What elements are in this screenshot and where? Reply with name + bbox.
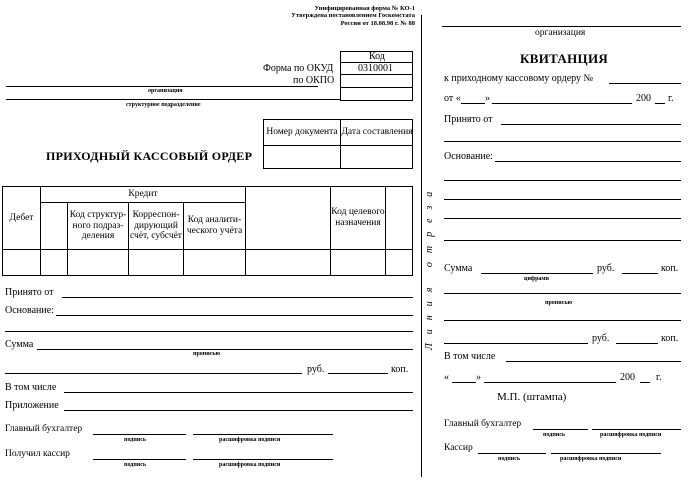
receipt-month-field[interactable]: [492, 103, 632, 104]
receipt-year2: 200: [620, 372, 635, 383]
receipt-cashier-sig-caption: подпись: [498, 456, 521, 462]
receipt-kop-label-2: коп.: [661, 333, 679, 344]
cashier-signature[interactable]: [93, 459, 186, 460]
doc-date-cell[interactable]: [341, 146, 413, 168]
received-from-label: Принято от: [5, 287, 54, 298]
okud-value[interactable]: 0310001: [358, 63, 393, 74]
receipt-sum-words-field-3[interactable]: [444, 343, 588, 344]
chief-accountant-decoding[interactable]: [193, 434, 333, 435]
dept-code-header: Код структурного подразделения: [69, 209, 127, 242]
receipt-year-suffix: г.: [668, 93, 674, 104]
sum-words-caption: прописью: [193, 351, 221, 357]
receipt-sum-words-field[interactable]: [444, 293, 681, 294]
receipt-year: 200: [636, 93, 651, 104]
corr-account-header: Корреспондирующий счёт, субсчёт: [130, 209, 182, 242]
receipt-sum-words-field-2[interactable]: [444, 320, 681, 321]
receipt-rub-label-2: руб.: [592, 333, 610, 344]
receipt-received-from-field-2[interactable]: [444, 141, 681, 142]
receipt-basis-field-3[interactable]: [444, 199, 681, 200]
receipt-year-field[interactable]: [655, 103, 665, 104]
kop-label: коп.: [391, 364, 409, 375]
receipt-date-prefix: от «: [444, 93, 461, 104]
header-line-1: Унифицированная форма № КО-1: [314, 5, 415, 12]
code-label: Код: [369, 51, 385, 62]
receipt-date2-close: »: [476, 372, 481, 383]
cashier-received-label: Получил кассир: [5, 449, 70, 459]
rub-label: руб.: [307, 364, 325, 375]
kop-field[interactable]: [328, 373, 388, 374]
form-header: [230, 5, 415, 27]
sum-field[interactable]: [37, 349, 413, 350]
header-line-2: Утверждена постановлением Госкомстата: [291, 12, 415, 20]
doc-number-cell[interactable]: [264, 146, 340, 168]
receipt-basis-field[interactable]: [495, 161, 681, 162]
organization-field[interactable]: [6, 86, 318, 87]
receipt-day2-field[interactable]: [452, 382, 476, 383]
analytics-code-header: Код аналитического учёта: [186, 215, 243, 236]
including-label: В том числе: [5, 382, 57, 393]
receipt-title: КВИТАНЦИЯ: [520, 51, 609, 66]
attachment-field[interactable]: [64, 410, 413, 411]
to-order-label: к приходному кассовому ордеру №: [444, 73, 594, 84]
organization-caption: организация: [148, 88, 183, 94]
attachment-label: Приложение: [5, 400, 59, 411]
receipt-kop-field[interactable]: [622, 273, 658, 274]
receipt-sum-label: Сумма: [444, 263, 473, 274]
receipt-basis-field-4[interactable]: [444, 218, 681, 219]
doc-number-header: Номер документа: [266, 127, 338, 138]
receipt-including-label: В том числе: [444, 351, 496, 362]
cashier-sig-caption: подпись: [124, 462, 147, 468]
receipt-kop-field-2[interactable]: [616, 343, 658, 344]
receipt-chief-accountant-label: Главный бухгалтер: [444, 419, 522, 429]
receipt-rub-label: руб.: [597, 263, 615, 274]
receipt-organization-caption: организация: [535, 28, 586, 38]
okpo-label: по ОКПО: [293, 75, 335, 86]
received-from-field[interactable]: [62, 297, 413, 298]
receipt-month2-field[interactable]: [484, 382, 616, 383]
stamp-label: М.П. (штампа): [497, 391, 567, 403]
receipt-year2-field[interactable]: [640, 382, 650, 383]
cashier-decoding[interactable]: [193, 459, 333, 460]
receipt-day-field[interactable]: [461, 103, 485, 104]
basis-label: Основание:: [5, 305, 54, 316]
cashier-decoding-caption: расшифровка подписи: [219, 462, 281, 468]
okud-label: Форма по ОКУД: [263, 63, 334, 74]
purpose-code-header: Код целевого назначения: [331, 207, 385, 228]
receipt-digits-caption: цифрами: [524, 276, 549, 282]
credit-header: Кредит: [128, 189, 158, 200]
header-line-3: России от 18.08.98 г. № 88: [340, 19, 415, 27]
receipt-basis-field-5[interactable]: [444, 240, 681, 241]
receipt-kop-label: коп.: [661, 263, 679, 274]
including-field[interactable]: [64, 392, 413, 393]
sum-label: Сумма: [5, 339, 34, 350]
cut-line-label: Линия отреза: [424, 182, 435, 350]
receipt-received-from-field[interactable]: [501, 124, 681, 125]
receipt-cashier-decoding-caption: расшифровка подписи: [560, 456, 622, 462]
receipt-cashier-signature[interactable]: [478, 453, 546, 454]
department-caption: структурное подразделение: [126, 102, 201, 108]
debit-header: Дебет: [9, 212, 34, 223]
receipt-sum-digits-field[interactable]: [481, 273, 593, 274]
department-field[interactable]: [6, 99, 340, 100]
receipt-organization-field[interactable]: [442, 26, 681, 27]
sum-field-2[interactable]: [5, 373, 302, 374]
receipt-date2-open: «: [444, 372, 449, 383]
receipt-date-mid: »: [485, 93, 490, 104]
chief-sig-caption: подпись: [124, 437, 147, 443]
chief-accountant-signature[interactable]: [93, 434, 186, 435]
chief-accountant-label: Главный бухгалтер: [5, 424, 83, 434]
receipt-year2-suffix: г.: [656, 372, 662, 383]
table-data-row[interactable]: [3, 250, 413, 275]
basis-field-2[interactable]: [5, 331, 413, 332]
receipt-received-from-label: Принято от: [444, 114, 493, 125]
basis-field[interactable]: [56, 315, 413, 316]
receipt-chief-decoding[interactable]: [592, 429, 681, 430]
order-title: ПРИХОДНЫЙ КАССОВЫЙ ОРДЕР: [46, 149, 253, 163]
receipt-basis-label: Основание:: [444, 151, 493, 162]
receipt-chief-signature[interactable]: [533, 429, 588, 430]
receipt-chief-decoding-caption: расшифровка подписи: [600, 432, 662, 438]
order-number-field[interactable]: [609, 83, 681, 84]
cut-line: [421, 15, 422, 477]
receipt-cashier-label: Кассир: [444, 443, 473, 453]
receipt-cashier-decoding[interactable]: [551, 453, 661, 454]
chief-decoding-caption: расшифровка подписи: [219, 437, 281, 443]
receipt-basis-field-2[interactable]: [444, 180, 681, 181]
receipt-words-caption: прописью: [545, 300, 573, 306]
doc-date-header: Дата составления: [341, 127, 413, 138]
receipt-chief-sig-caption: подпись: [543, 432, 566, 438]
receipt-including-field[interactable]: [506, 361, 681, 362]
